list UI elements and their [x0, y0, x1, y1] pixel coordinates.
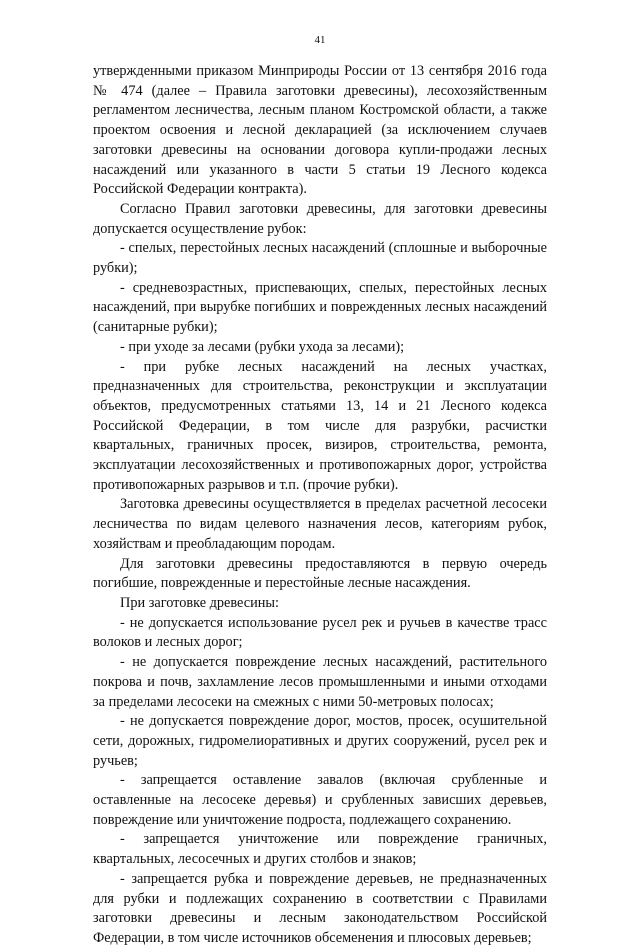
- paragraph: - при уходе за лесами (рубки ухода за лесами);: [120, 338, 405, 355]
- paragraph: - запрещается оставление завалов (включая срубленные и оставленные на лесосеке деревья) и срубленных зависших деревьев, повреждение или уничтожение подроста, подлежащего сохранению.: [93, 772, 547, 828]
- paragraph: Заготовка древесины осуществляется в пределах расчетной лесосеки лесничества по видам целевого назначения лесов, категориям рубок, хозяйствам и преобладающим породам.: [93, 496, 547, 552]
- paragraph: - запрещается рубка и повреждение деревьев, не предназначенных для рубки и подлежащих сохранению в соответствии с Правилами заготовки древесины и лесным законодательством Российской Федерации, в том числе источников обсеменения и плюсовых деревьев;: [93, 870, 547, 946]
- paragraph: При заготовке древесины:: [120, 594, 279, 611]
- page-number: 41: [314, 34, 326, 46]
- paragraph: - не допускается повреждение лесных насаждений, растительного покрова и почв, захламление лесов промышленными и иными отходами за пределами лесосеки на смежных с ними 50-метровых полосах;: [93, 654, 547, 710]
- paragraph: Согласно Правил заготовки древесины, для заготовки древесины допускается осуществление рубок:: [93, 200, 547, 237]
- paragraph: - не допускается использование русел рек и ручьев в качестве трасс волоков и лесных дорог;: [93, 614, 547, 651]
- paragraph: - не допускается повреждение дорог, мостов, просек, осушительной сети, дорожных, гидромелиоративных и других сооружений, русел рек и ручьев;: [93, 713, 547, 769]
- paragraph: утвержденными приказом Минприроды России от 13 сентября 2016 года № 474 (далее – Правила заготовки древесины), лесохозяйственным регламентом лесничества, лесным планом Костромской области, а также проектом освоения и лесной декларацией (за исключением случаев заготовки древесины на основании договора купли-продажи лесных насаждений или указанного в части 5 статьи 19 Лесного кодекса Российской Федерации контракта).: [93, 63, 547, 198]
- paragraph: - спелых, перестойных лесных насаждений (сплошные и выборочные рубки);: [93, 240, 547, 277]
- paragraph: - запрещается уничтожение или повреждение граничных, квартальных, лесосечных и других столбов и знаков;: [93, 831, 547, 868]
- paragraph: Для заготовки древесины предоставляются в первую очередь погибшие, поврежденные и перестойные лесные насаждения.: [93, 555, 547, 592]
- paragraph: - при рубке лесных насаждений на лесных участках, предназначенных для строительства, реконструкции и эксплуатации объектов, предусмотренных статьями 13, 14 и 21 Лесного кодекса Российской Федерации, в том числе для разрубки, расчистки квартальных, граничных просек, визиров, строительства, ремонта, эксплуатации лесохозяйственных и противопожарных дорог, устройства противопожарных разрывов и т.п. (прочие рубки).: [93, 358, 547, 493]
- document-body: [93, 62, 547, 949]
- paragraph: - средневозрастных, приспевающих, спелых, перестойных лесных насаждений, при вырубке погибших и поврежденных лесных насаждений (санитарные рубки);: [93, 279, 547, 336]
